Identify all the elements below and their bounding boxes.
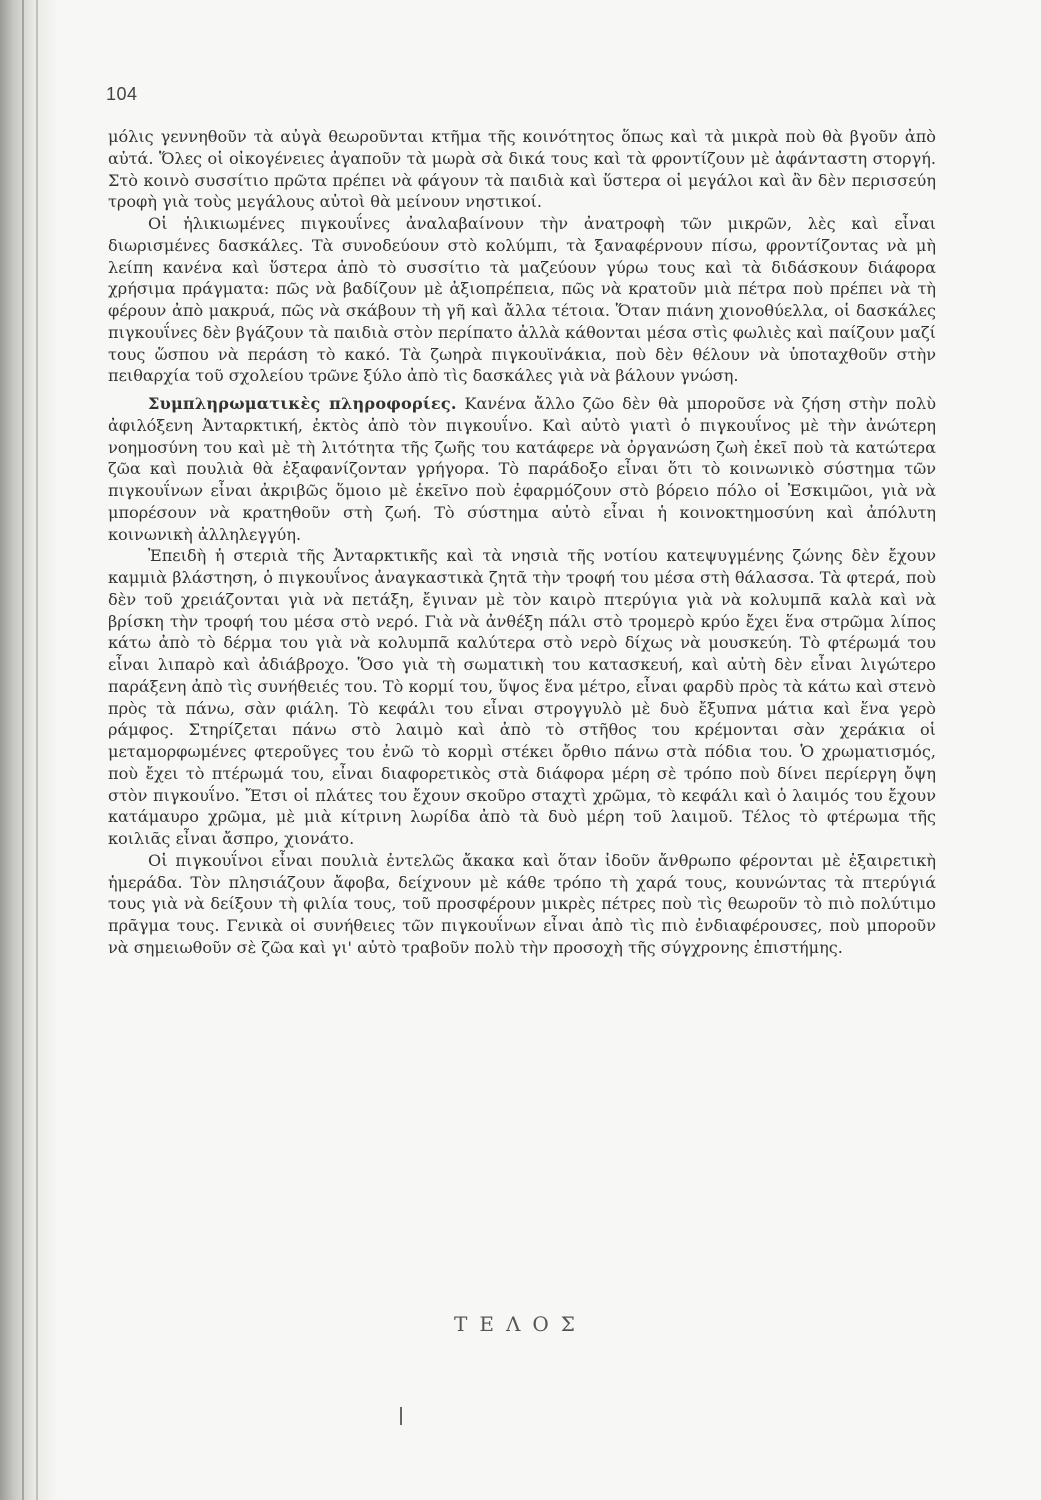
paragraph-anatomy: Ἐπειδὴ ἡ στεριὰ τῆς Ἀνταρκτικῆς καὶ τὰ νησιὰ τῆς νοτίου κατεψυγμένης ζώνης δὲν ἔχουν καμμιὰ βλάστηση, ὁ πιγκουΐνος ἀναγκαστικὰ ζητᾶ τὴν τροφή του μέσα στὴ θάλασσα. Τὰ φτερά, ποὺ δὲν τοῦ χρειάζονται γιὰ νὰ πετάξη, ἔγιναν μὲ τὸν καιρὸ πτερύγια γιὰ νὰ κολυμπᾶ καλὰ καὶ νὰ βρίσκη τὴν τροφή του μέσα στὸ νερό. Γιὰ νὰ ἀνθέξη πάλι στὸ τρομερὸ κρύο ἔχει ἕνα στρῶμα λίπος κάτω ἀπὸ τὸ δέρμα του γιὰ νὰ κολυμπᾶ καλύτερα στὸ νερὸ δίχως νὰ μουσκεύη. Τὸ φτέρωμά του εἶναι λιπαρὸ καὶ ἀδιάβροχο. Ὅσο γιὰ τὴ σωματικὴ του κατασκευή, καὶ αὐτὴ δὲν εἶναι λιγώτερο παράξενη ἀπὸ τὶς συνήθειές του. Τὸ κορμί του, ὕψος ἕνα μέτρο, εἶναι φαρδὺ πρὸς τὰ κάτω καὶ στενὸ πρὸς τὰ πάνω, σὰν φιάλη. Τὸ κεφάλι του εἶναι στρογγυλὸ μὲ δυὸ ἔξυπνα μάτια καὶ ἕνα γερὸ ράμφος. Στηρίζεται πάνω στὸ λαιμὸ καὶ ἀπὸ τὸ στῆθος του κρέμονται σὰν χεράκια οἱ μεταμορφωμένες φτεροῦγες του ἐνῶ τὸ κορμὶ στέκει ὄρθιο πάνω στὰ πόδια του. Ὁ χρωματισμός, ποὺ ἔχει τὸ πτέρωμά του, εἶναι διαφορετικὸς στὰ διάφορα μέρη σὲ τρόπο ποὺ δίνει περίεργη ὄψη στὸν πιγκουΐνο. Ἔτσι οἱ πλάτες του ἔχουν σκοῦρο σταχτὶ χρῶμα, τὸ κεφάλι καὶ ὁ λαιμός του ἔχουν κατάμαυρο χρῶμα, μὲ μιὰ κίτρινη λωρίδα ἀπὸ τὰ δυὸ μέρη τοῦ λαιμοῦ. Τέλος τὸ φτέρωμα τῆς κοιλιᾶς εἶναι ἄσπρο, χιονάτο.	[108, 546, 936, 848]
page-binding-shadow	[0, 0, 58, 1500]
page-edge-line	[22, 0, 24, 1500]
paragraph-behaviour: Οἱ πιγκουΐνοι εἶναι πουλιὰ ἐντελῶς ἄκακα καὶ ὅταν ἰδοῦν ἄνθρωπο φέρονται μὲ ἐξαιρετικὴ ἡμεράδα. Τὸν πλησιάζουν ἄφοβα, δείχνουν μὲ κάθε τρόπο τὴ χαρά τους, κουνώντας τὰ πτερύγιά τους γιὰ νὰ δείξουν τὴ φιλία τους, τοῦ προσφέρουν μικρὲς πέτρες ποὺ τὶς θεωροῦν τὸ πιὸ πολύτιμο πρᾶγμα τους. Γενικὰ οἱ συνήθειες τῶν πιγκουΐνων εἶναι ἀπὸ τὶς πιὸ ἐνδιαφέρουσες, ποὺ μποροῦν νὰ σημειωθοῦν σὲ ζῶα καὶ γι' αὐτὸ τραβοῦν πολὺ τὴν προσοχὴ τῆς σύγχρονης ἐπιστήμης.	[108, 850, 936, 957]
section-heading: Συμπληρωματικὲς πληροφορίες.	[148, 394, 457, 413]
body-text	[108, 126, 936, 959]
page-edge-line	[36, 0, 38, 1500]
paragraph-eggs: μόλις γεννηθοῦν τὰ αὐγὰ θεωροῦνται κτῆμα τῆς κοινότητος ὅπως καὶ τὰ μικρὰ ποὺ θὰ βγοῦν ἀπὸ αὐτά. Ὅλες οἱ οἰκογένειες ἀγαποῦν τὰ μωρὰ σὰ δικά τους καὶ τὰ φροντίζουν μὲ ἀφάνταστη στοργή. Στὸ κοινὸ συσσίτιο πρῶτα πρέπει νὰ φάγουν τὰ παιδιὰ καὶ ὕστερα οἱ μεγάλοι καὶ ἂν δὲν περισσεύη τροφὴ γιὰ τοὺς μεγάλους αὐτοὶ θὰ μείνουν νηστικοί.	[108, 127, 936, 212]
print-mark	[400, 1407, 402, 1425]
paragraph-supplementary	[108, 393, 936, 545]
page-number: 104	[106, 84, 138, 104]
paragraph-supplementary-text: Κανένα ἄλλο ζῶο δὲν θὰ μποροῦσε νὰ ζήση στὴν πολὺ ἀφιλόξενη Ἀνταρκτική, ἐκτὸς ἀπὸ τὸν πιγκουΐνο. Καὶ αὐτὸ γιατὶ ὁ πιγκουΐνος μὲ τὴν ἀνώτερη νοημοσύνη του καὶ μὲ τὴ λιτότητα τῆς ζωῆς του κατάφερε νὰ ὀργανώση ζωὴ ἐκεῖ ποὺ τὰ κατώτερα ζῶα καὶ πουλιὰ θὰ ἐξαφανίζονταν γρήγορα. Τὸ παράδοξο εἶναι ὅτι τὸ κοινωνικὸ σύστημα τῶν πιγκουΐνων εἶναι ἀκριβῶς ὅμοιο μὲ ἐκεῖνο ποὺ ἐφαρμόζουν στὸ βόρειο πόλο οἱ Ἐσκιμῶοι, γιὰ νὰ μπορέσουν νὰ κρατηθοῦν στὴ ζωή. Τὸ σύστημα αὐτὸ εἶναι ἡ κοινοκτημοσύνη καὶ ἀπόλυτη κοινωνικὴ ἀλληλεγγύη.	[108, 394, 936, 544]
paragraph-teachers: Οἱ ἡλικιωμένες πιγκουΐνες ἀναλαβαίνουν τὴν ἀνατροφὴ τῶν μικρῶν, λὲς καὶ εἶναι διωρισμένες δασκάλες. Τὰ συνοδεύουν στὸ κολύμπι, τὰ ξαναφέρνουν πίσω, φροντίζοντας νὰ μὴ λείπη κανένα καὶ ὕστερα ἀπὸ τὸ συσσίτιο τὰ μαζεύουν γύρω τους καὶ τὰ διδάσκουν διάφορα χρήσιμα πράγματα: πῶς νὰ βαδίζουν μὲ ἀξιοπρέπεια, πῶς νὰ κρατοῦν μιὰ πέτρα ποὺ πρέπει νὰ τὴ φέρουν ἀπὸ μακρυά, πῶς νὰ σκάβουν τὴ γῆ καὶ ἄλλα τέτοια. Ὅταν πιάνη χιονοθύελλα, οἱ δασκάλες πιγκουΐνες δὲν βγάζουν τὰ παιδιὰ στὸν περίπατο ἀλλὰ κάθονται μέσα στὶς φωλιὲς καὶ παίζουν μαζί τους ὥσπου νὰ περάση τὸ κακό. Τὰ ζωηρὰ πιγκουϊνάκια, ποὺ δὲν θέλουν νὰ ὑποταχθοῦν στὴν πειθαρχία τοῦ σχολείου τρῶνε ξύλο ἀπὸ τὶς δασκάλες γιὰ νὰ βάλουν γνώση.	[108, 214, 936, 386]
end-title: ΤΕΛΟΣ	[454, 1312, 587, 1336]
